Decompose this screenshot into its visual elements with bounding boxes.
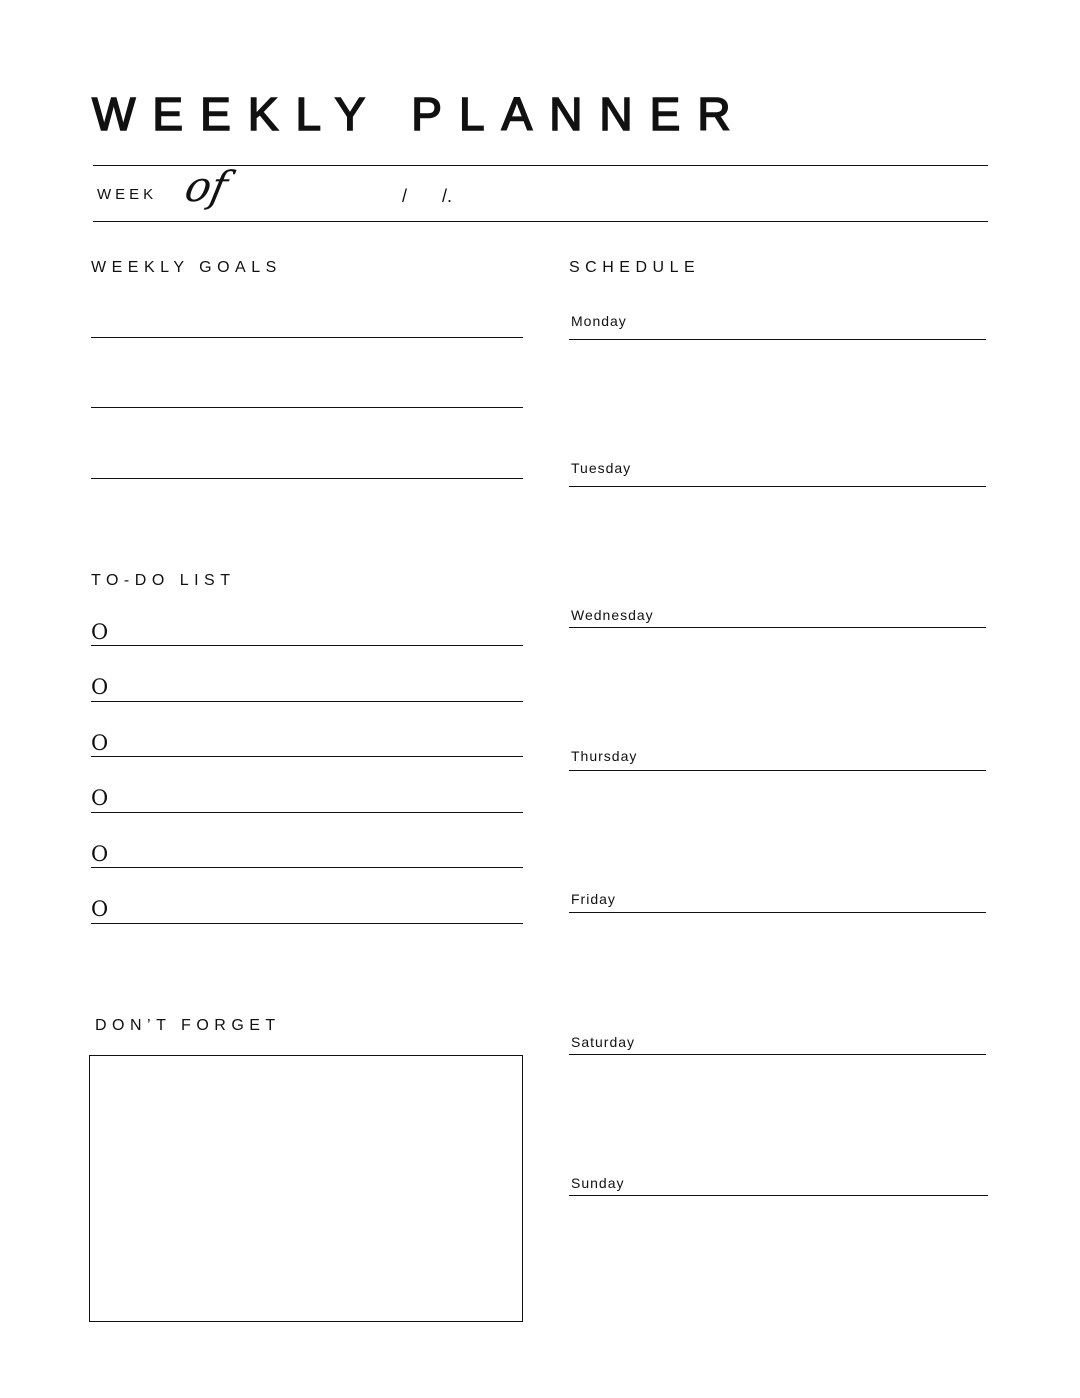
- todo-line[interactable]: [91, 701, 523, 702]
- week-row-bottom-rule: [93, 221, 988, 222]
- day-label-wednesday: Wednesday: [571, 607, 654, 623]
- weekly-goals-heading: WEEKLY GOALS: [91, 259, 282, 276]
- todo-checkbox-icon[interactable]: O: [91, 620, 109, 644]
- todo-checkbox-icon[interactable]: O: [91, 675, 109, 699]
- date-separator-1: /: [402, 186, 408, 206]
- day-line-sunday[interactable]: [569, 1195, 988, 1196]
- dont-forget-box[interactable]: [89, 1055, 523, 1322]
- todo-line[interactable]: [91, 645, 523, 646]
- day-label-friday: Friday: [571, 891, 616, 907]
- todo-line[interactable]: [91, 812, 523, 813]
- day-line-tuesday[interactable]: [569, 486, 986, 487]
- todo-line[interactable]: [91, 923, 523, 924]
- date-separator-2: /.: [442, 186, 453, 206]
- week-label: WEEK: [97, 186, 158, 203]
- day-line-friday[interactable]: [569, 912, 986, 913]
- day-label-saturday: Saturday: [571, 1034, 636, 1050]
- todo-checkbox-icon[interactable]: O: [91, 842, 109, 866]
- goal-line[interactable]: [91, 337, 523, 338]
- todo-checkbox-icon[interactable]: O: [91, 786, 109, 810]
- day-label-monday: Monday: [571, 313, 627, 329]
- goal-line[interactable]: [91, 478, 523, 479]
- day-label-thursday: Thursday: [571, 748, 638, 764]
- schedule-heading: SCHEDULE: [569, 259, 701, 276]
- todo-line[interactable]: [91, 867, 523, 868]
- page-title: WEEKLY PLANNER: [92, 88, 748, 140]
- day-line-monday[interactable]: [569, 339, 986, 340]
- todo-line[interactable]: [91, 756, 523, 757]
- todo-checkbox-icon[interactable]: O: [91, 731, 109, 755]
- day-line-thursday[interactable]: [569, 770, 986, 771]
- day-line-saturday[interactable]: [569, 1054, 986, 1055]
- day-label-sunday: Sunday: [571, 1175, 625, 1191]
- day-label-tuesday: Tuesday: [571, 460, 632, 476]
- goal-line[interactable]: [91, 407, 523, 408]
- week-of-script: of: [180, 162, 233, 211]
- dont-forget-heading: DON’T FORGET: [95, 1017, 281, 1034]
- todo-checkbox-icon[interactable]: O: [91, 897, 109, 921]
- todo-list-heading: TO-DO LIST: [91, 572, 236, 589]
- day-line-wednesday[interactable]: [569, 627, 986, 628]
